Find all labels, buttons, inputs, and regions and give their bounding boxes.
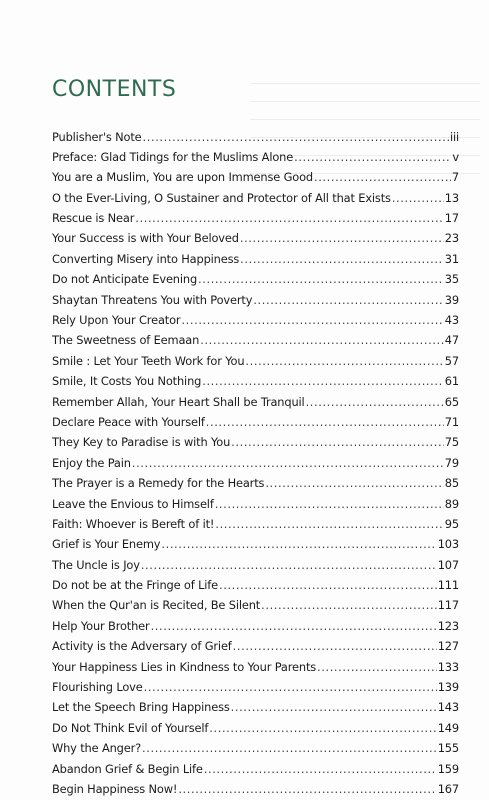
entry-title: Smile : Let Your Teeth Work for You xyxy=(52,353,245,368)
entry-page-number: 127 xyxy=(437,639,459,654)
entry-title: Leave the Envious to Himself xyxy=(52,496,214,511)
table-of-contents xyxy=(52,127,459,800)
entry-page-number: 159 xyxy=(437,761,459,776)
toc-entry xyxy=(52,677,459,697)
toc-entry xyxy=(52,697,459,717)
entry-title: Do Not Think Evil of Yourself xyxy=(52,720,209,735)
dot-leader xyxy=(253,290,443,310)
toc-entry xyxy=(52,351,459,371)
toc-entry xyxy=(52,432,459,452)
entry-page-number: 75 xyxy=(444,435,459,450)
entry-title: Flourishing Love xyxy=(52,680,143,695)
dot-leader xyxy=(141,555,437,575)
entry-page-number: 133 xyxy=(437,659,459,674)
entry-page-number: 85 xyxy=(444,476,459,491)
entry-title: Publisher's Note xyxy=(52,129,142,144)
toc-entry xyxy=(52,738,459,758)
dot-leader xyxy=(202,371,444,391)
entry-title: Activity is the Adversary of Grief xyxy=(52,639,232,654)
entry-title: Do not Anticipate Evening xyxy=(52,272,198,287)
entry-title: Why the Anger? xyxy=(52,741,142,756)
toc-entry xyxy=(52,779,459,799)
entry-title: Enjoy the Pain xyxy=(52,455,131,470)
dot-leader xyxy=(261,595,437,615)
toc-entry xyxy=(52,147,459,167)
toc-entry xyxy=(52,330,459,350)
dot-leader xyxy=(142,738,437,758)
toc-entry xyxy=(52,290,459,310)
dot-leader xyxy=(215,514,443,534)
dot-leader xyxy=(240,228,444,248)
entry-title: Remember Allah, Your Heart Shall be Tranquil xyxy=(52,394,305,409)
entry-title: You are a Muslim, You are upon Immense Good xyxy=(52,170,313,185)
entry-page-number: v xyxy=(452,149,459,164)
toc-entry xyxy=(52,269,459,289)
entry-page-number: 57 xyxy=(444,353,459,368)
entry-page-number: 107 xyxy=(437,557,459,572)
entry-page-number: 139 xyxy=(437,680,459,695)
entry-page-number: 47 xyxy=(444,333,459,348)
entry-title: Abandon Grief & Begin Life xyxy=(52,761,203,776)
entry-page-number: 61 xyxy=(444,374,459,389)
toc-entry xyxy=(52,616,459,636)
dot-leader xyxy=(206,412,444,432)
entry-title: Your Happiness Lies in Kindness to Your Parents xyxy=(52,659,317,674)
entry-title: The Prayer is a Remedy for the Hearts xyxy=(52,476,265,491)
entry-page-number: 17 xyxy=(444,211,459,226)
dot-leader xyxy=(209,718,436,738)
dot-leader xyxy=(161,534,436,554)
entry-title: They Key to Paradise is with You xyxy=(52,435,231,450)
entry-page-number: iii xyxy=(449,129,459,144)
entry-title: Your Success is with Your Beloved xyxy=(52,231,239,246)
toc-entry xyxy=(52,310,459,330)
toc-entry xyxy=(52,759,459,779)
entry-title: Smile, It Costs You Nothing xyxy=(52,374,202,389)
dot-leader xyxy=(132,453,444,473)
entry-page-number: 7 xyxy=(451,170,459,185)
dot-leader xyxy=(233,636,437,656)
entry-title: Faith: Whoever is Bereft of it! xyxy=(52,516,215,531)
dot-leader xyxy=(306,392,444,412)
entry-title: Converting Misery into Happiness xyxy=(52,251,240,266)
toc-entry xyxy=(52,534,459,554)
entry-title: When the Qur'an is Recited, Be Silent xyxy=(52,598,261,613)
dot-leader xyxy=(198,269,444,289)
dot-leader xyxy=(215,494,444,514)
toc-entry xyxy=(52,514,459,534)
entry-title: The Sweetness of Eemaan xyxy=(52,333,200,348)
toc-entry xyxy=(52,228,459,248)
entry-title: Shaytan Threatens You with Poverty xyxy=(52,292,253,307)
toc-entry xyxy=(52,473,459,493)
entry-title: Let the Speech Bring Happiness xyxy=(52,700,230,715)
dot-leader xyxy=(151,616,437,636)
entry-page-number: 149 xyxy=(437,720,459,735)
entry-title: Grief is Your Enemy xyxy=(52,537,161,552)
entry-page-number: 65 xyxy=(444,394,459,409)
dot-leader xyxy=(245,351,443,371)
toc-entry xyxy=(52,249,459,269)
toc-entry xyxy=(52,453,459,473)
dot-leader xyxy=(240,249,444,269)
entry-title: Rescue is Near xyxy=(52,211,135,226)
entry-page-number: 43 xyxy=(444,313,459,328)
toc-entry xyxy=(52,555,459,575)
toc-entry xyxy=(52,595,459,615)
entry-title: Begin Happiness Now! xyxy=(52,782,178,796)
entry-page-number: 95 xyxy=(444,516,459,531)
entry-title: Declare Peace with Yourself xyxy=(52,414,205,429)
dot-leader xyxy=(231,697,437,717)
entry-page-number: 31 xyxy=(444,251,459,266)
dot-leader xyxy=(143,127,449,147)
dot-leader xyxy=(294,147,451,167)
dot-leader xyxy=(200,330,444,350)
toc-entry xyxy=(52,575,459,595)
entry-title: Do not be at the Fringe of Life xyxy=(52,578,219,593)
entry-title: Preface: Glad Tidings for the Muslims Alone xyxy=(52,149,294,164)
entry-page-number: 123 xyxy=(437,618,459,633)
entry-page-number: 23 xyxy=(444,231,459,246)
entry-page-number: 143 xyxy=(437,700,459,715)
entry-page-number: 103 xyxy=(437,537,459,552)
dot-leader xyxy=(265,473,443,493)
toc-entry xyxy=(52,188,459,208)
toc-entry xyxy=(52,636,459,656)
entry-page-number: 155 xyxy=(437,741,459,756)
dot-leader xyxy=(181,310,443,330)
dot-leader xyxy=(144,677,437,697)
entry-page-number: 111 xyxy=(437,578,459,593)
entry-title: O the Ever-Living, O Sustainer and Protector of All that Exists xyxy=(52,190,391,205)
entry-page-number: 89 xyxy=(444,496,459,511)
toc-entry xyxy=(52,718,459,738)
toc-entry xyxy=(52,392,459,412)
dot-leader xyxy=(317,657,437,677)
entry-page-number: 39 xyxy=(444,292,459,307)
toc-entry xyxy=(52,412,459,432)
toc-entry xyxy=(52,208,459,228)
entry-page-number: 71 xyxy=(444,414,459,429)
dot-leader xyxy=(314,167,451,187)
dot-leader xyxy=(178,779,436,799)
contents-heading: CONTENTS xyxy=(52,76,177,102)
dot-leader xyxy=(231,432,444,452)
entry-page-number: 79 xyxy=(444,455,459,470)
entry-page-number: 35 xyxy=(444,272,459,287)
toc-entry xyxy=(52,371,459,391)
dot-leader xyxy=(204,759,437,779)
entry-page-number: 117 xyxy=(437,598,459,613)
entry-page-number: 167 xyxy=(437,782,459,796)
entry-page-number: 13 xyxy=(444,190,459,205)
dot-leader xyxy=(392,188,444,208)
toc-entry xyxy=(52,494,459,514)
entry-title: The Uncle is Joy xyxy=(52,557,140,572)
dot-leader xyxy=(219,575,437,595)
toc-entry xyxy=(52,127,459,147)
entry-title: Help Your Brother xyxy=(52,618,150,633)
toc-entry xyxy=(52,657,459,677)
entry-title: Rely Upon Your Creator xyxy=(52,313,181,328)
dot-leader xyxy=(135,208,444,228)
toc-entry xyxy=(52,167,459,187)
